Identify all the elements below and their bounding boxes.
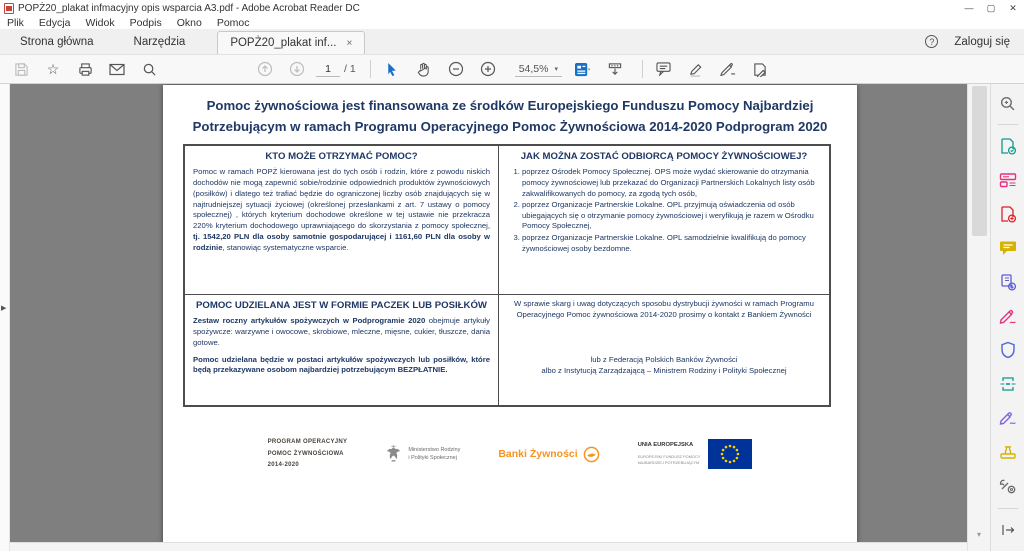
form-p1-lead: Zestaw roczny artykułów spożywczych w Podprogramie 2020 [193, 316, 426, 326]
cell-who-body [193, 167, 490, 253]
how-list-item: 3. poprzez Organizacje Partnerskie Lokalne. OPL samodzielnie kwalifikują do pomocy żywnościowej osoby bezdomne. [522, 233, 821, 254]
hand-tool-icon[interactable] [411, 58, 437, 80]
minimize-button[interactable]: — [964, 3, 974, 13]
horizontal-scrollbar[interactable] [10, 542, 967, 551]
who-body-text: Pomoc w ramach POPŻ kierowana jest do tych osób i rodzin, które z powodu niskich dochodów nie mogą zapewnić sobie/rodzinie odpowiednich produktów żywnościowych (posiłków) i dlatego też trafiać będzie do ograniczonej liczby osób znajdujących się w najtrudniejszej sytuacji życiowej (określonej przesłankami z art. 7 ustawy o pomocy społecznej) , których kryterium dochodowe określone w tej ustawie nie przekracza 220% kryterium dochodowego uprawniającego do skorzystania z pomocy społecznej, [193, 167, 490, 231]
form-p1-rest: obejmuje artykuły spożywcze: warzywne i owocowe, skrobiowe, mleczne, mięsne, cukier, tłuszcze, dania gotowe. [193, 316, 490, 347]
tab-document-active[interactable]: POPŻ20_plakat inf... × [217, 31, 365, 54]
menu-plik[interactable]: Plik [7, 16, 24, 29]
pdf-footer-logos [163, 437, 857, 471]
window-title-bar [0, 0, 1024, 16]
tools-sidebar [990, 84, 1024, 551]
how-list [507, 167, 821, 254]
complaints-paragraph-2: lub z Federacją Polskich Banków Żywności [590, 354, 738, 364]
fit-width-icon[interactable] [602, 58, 628, 80]
complaints-paragraph-3: albo z Instytucją Zarządzającą – Ministrem Rodziny i Polityki Społecznej [541, 365, 787, 375]
banki-zywnosci-label: Banki Żywności [498, 448, 578, 461]
document-view-area [10, 84, 967, 551]
window-title: POPŻ20_plakat infmacyjny opis wsparcia A3.pdf - Adobe Acrobat Reader DC [18, 2, 360, 14]
zoom-in-icon[interactable] [475, 58, 501, 80]
sidebar-divider [998, 508, 1018, 509]
acrobat-app-icon [4, 3, 14, 14]
chevron-down-icon: ▾ [554, 65, 558, 73]
favorites-star-icon[interactable]: ☆ [46, 61, 60, 77]
complaints-paragraph-1: W sprawie skarg i uwag dotyczących sposobu dystrybucji żywności w ramach Programu Operacyjnego Pomoc żywnościowa 2014-2020 prosimy o kontakt z Bankiem Żywności [514, 299, 814, 320]
sidebar-divider [998, 124, 1018, 125]
scroll-down-icon[interactable]: ▾ [976, 530, 981, 539]
next-page-icon[interactable] [284, 58, 310, 80]
tab-tools[interactable]: Narzędzia [133, 35, 186, 48]
how-list-item: 1. poprzez Ośrodek Pomocy Społecznej. OPS może wydać skierowanie do otrzymania pomocy żywnościowej lub przekazać do Organizacji Partnerskich Lokalnych listy osób zakwalifikowanych do pomocy, za zgodą tych osób, [522, 167, 821, 199]
close-button[interactable]: ✕ [1009, 2, 1017, 13]
ministry-label: Ministerstwo Rodziny i Polityki Społecznej [408, 447, 461, 462]
previous-page-icon[interactable] [252, 58, 278, 80]
cell-help-form [185, 295, 499, 405]
compress-pdf-icon[interactable] [995, 371, 1021, 397]
program-operacyjny-logo: PROGRAM OPERACYJNY POMOC ŻYWNOŚCIOWA 2014-2020 [267, 439, 348, 469]
page-display-icon[interactable] [570, 58, 596, 80]
sign-in-button[interactable]: Zaloguj się [954, 35, 1010, 48]
fill-and-sign-icon[interactable] [995, 303, 1021, 329]
scrollbar-thumb[interactable] [972, 86, 987, 236]
zoom-out-icon[interactable] [443, 58, 469, 80]
vertical-scrollbar[interactable] [967, 84, 990, 551]
form-paragraph-1 [193, 316, 490, 348]
document-toolbar [0, 55, 1024, 84]
eu-flag-icon [708, 439, 752, 469]
cell-who-header: KTO MOŻE OTRZYMAĆ POMOC? [265, 151, 418, 163]
banki-zywnosci-logo [498, 446, 599, 463]
menu-widok[interactable]: Widok [85, 16, 115, 29]
save-icon[interactable] [8, 58, 34, 80]
help-icon[interactable]: ? [925, 35, 938, 48]
menu-edycja[interactable]: Edycja [38, 16, 71, 29]
cell-how-to-become-recipient [499, 146, 829, 295]
eu-subtitle: EUROPEJSKI FUNDUSZ POMOCY NAJBARDZIEJ POTRZEBUJĄCYM [637, 454, 701, 466]
find-icon[interactable] [136, 58, 162, 80]
combine-files-icon[interactable] [995, 269, 1021, 295]
certificates-icon[interactable] [995, 405, 1021, 431]
cell-how-header: JAK MOŻNA ZOSTAĆ ODBIORCĄ POMOCY ŻYWNOŚCIOWEJ? [520, 151, 808, 163]
tab-close-icon[interactable]: × [346, 37, 353, 49]
navigation-pane-toggle-icon[interactable]: ▶ [1, 305, 7, 312]
pdf-page [163, 85, 857, 549]
menu-pomoc[interactable]: Pomoc [216, 16, 250, 29]
main-area [0, 84, 1024, 551]
create-pdf-icon[interactable] [995, 201, 1021, 227]
cell-who-can-receive [185, 146, 499, 295]
tab-bar [0, 29, 1024, 55]
menu-podpis[interactable]: Podpis [129, 16, 162, 29]
search-document-icon[interactable] [995, 90, 1021, 116]
who-body-amounts: tj. 1542,20 PLN dla osoby samotnie gospodarującej i 1161,60 PLN dla osoby w rodzinie [193, 231, 490, 252]
menu-okno[interactable]: Okno [176, 16, 202, 29]
print-icon[interactable] [72, 58, 98, 80]
select-tool-icon[interactable] [379, 58, 405, 80]
navigation-pane-strip [0, 84, 10, 551]
highlight-icon[interactable] [683, 58, 709, 80]
stamp-icon[interactable] [995, 439, 1021, 465]
eu-logo [638, 439, 753, 469]
polish-eagle-icon [385, 445, 402, 464]
sign-pen-icon[interactable] [715, 58, 741, 80]
ministry-logo [385, 445, 460, 464]
page-count-label: / 1 [344, 63, 356, 75]
zoom-level-value: 54,5% [518, 62, 549, 75]
form-paragraph-2 [193, 355, 490, 377]
edit-pdf-icon[interactable] [995, 167, 1021, 193]
export-pdf-icon[interactable] [995, 133, 1021, 159]
expand-tools-panel-icon[interactable] [995, 517, 1021, 543]
how-list-item: 2. poprzez Organizacje Partnerskie Lokalne. OPL przyjmują oświadczenia od osób ubiegających się o otrzymanie pomocy żywnościowej i weryfikują je razem w Ośrodku Pomocy Społecznej, [522, 200, 821, 232]
cell-complaints-contact [499, 295, 829, 405]
menu-bar [0, 16, 1024, 29]
tab-home[interactable]: Strona główna [20, 35, 94, 48]
maximize-button[interactable]: ▢ [986, 2, 996, 13]
banki-zywnosci-bird-icon [583, 446, 600, 463]
pdf-info-table [183, 144, 831, 407]
comment-tool-icon[interactable] [995, 235, 1021, 261]
eu-title: UNIA EUROPEJSKA [637, 442, 694, 449]
zoom-level-dropdown[interactable] [515, 62, 562, 77]
more-tools-icon[interactable] [995, 473, 1021, 499]
form-p2-text: Pomoc udzielana będzie w postaci artykułów spożywczych lub posiłków, które będą przekazywane osobom najbardziej potrzebującym BEZPŁATNIE. [193, 354, 490, 375]
comment-icon[interactable] [651, 58, 677, 80]
pdf-main-title: Pomoc żywnościowa jest finansowana ze środków Europejskiego Funduszu Pomocy Najbardziej Potrzebującym w ramach Programu Operacyjnego Pomoc Żywnościowa 2014-2020 Podprogram 2020 [192, 98, 828, 135]
email-icon[interactable] [104, 58, 130, 80]
cell-form-header: POMOC UDZIELANA JEST W FORMIE PACZEK LUB POSIŁKÓW [195, 300, 487, 312]
who-body-tail: , stanowiąc systematyczne wsparcie. [222, 242, 349, 252]
page-number-input[interactable] [316, 61, 340, 77]
fill-and-sign-toolbar-icon[interactable] [747, 58, 773, 80]
protect-icon[interactable] [995, 337, 1021, 363]
